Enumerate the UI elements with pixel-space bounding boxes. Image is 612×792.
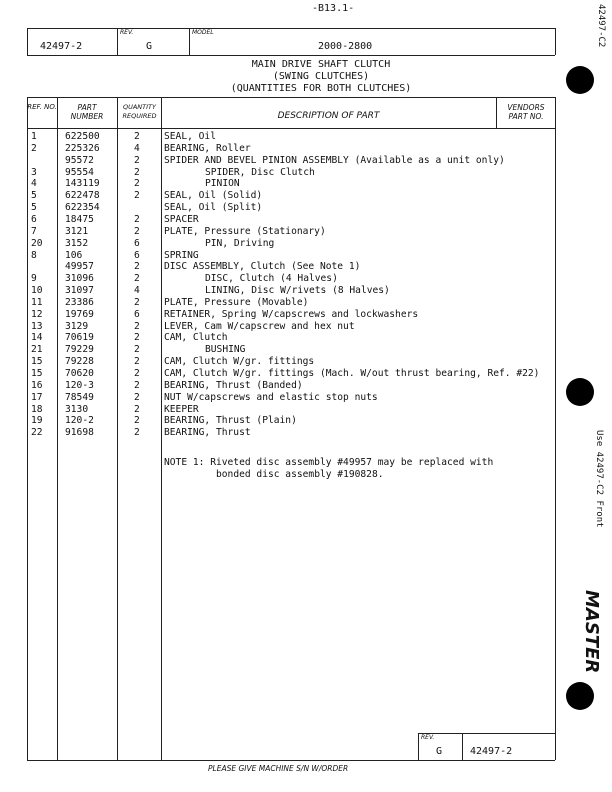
rev-value: G bbox=[146, 41, 153, 52]
quantity-header: QUANTITY REQUIRED bbox=[122, 103, 157, 120]
description: CAM, Clutch W/gr. fittings bbox=[164, 356, 315, 368]
ref-no: 5 bbox=[31, 202, 37, 214]
quantity: 2 bbox=[134, 273, 140, 285]
table-row bbox=[0, 392, 612, 404]
ref-no: 1 bbox=[31, 131, 37, 142]
vendors-header: VENDORS PART NO. bbox=[507, 103, 545, 121]
note-line-2: bonded disc assembly #190828. bbox=[216, 469, 384, 480]
binder-hole-bottom bbox=[566, 682, 594, 710]
part-number: 18475 bbox=[65, 213, 94, 225]
quantity: 6 bbox=[134, 308, 140, 320]
ref-no: 15 bbox=[31, 368, 43, 379]
ref-no: 10 bbox=[31, 285, 43, 297]
description: BEARING, Roller bbox=[164, 142, 251, 154]
table-row bbox=[0, 214, 612, 226]
description: SPIDER AND BEVEL PINION ASSEMBLY (Available as a unit only) bbox=[164, 154, 505, 166]
description: PLATE, Pressure (Movable) bbox=[164, 296, 309, 308]
table-row bbox=[0, 178, 612, 190]
table-row bbox=[0, 297, 612, 309]
ref-no: 20 bbox=[31, 237, 43, 249]
quantity: 4 bbox=[134, 142, 140, 154]
quantity: 2 bbox=[134, 379, 140, 391]
part-number: 225326 bbox=[65, 142, 100, 154]
description: BUSHING bbox=[205, 344, 246, 356]
table-row bbox=[0, 167, 612, 179]
page-number: -B13.1- bbox=[312, 3, 355, 14]
ref-no: 18 bbox=[31, 403, 43, 415]
description: KEEPER bbox=[164, 403, 199, 415]
table-row bbox=[0, 261, 612, 273]
table-row bbox=[0, 190, 612, 202]
quantity: 2 bbox=[134, 368, 140, 379]
ref-no: 6 bbox=[31, 213, 37, 225]
ref-no: 16 bbox=[31, 379, 43, 391]
part-number: 91698 bbox=[65, 427, 94, 439]
ref-no: 19 bbox=[31, 415, 43, 427]
description: SEAL, Oil (Split) bbox=[164, 202, 263, 214]
part-number: 19769 bbox=[65, 308, 94, 320]
quantity: 2 bbox=[134, 166, 140, 178]
rev-label: REV. bbox=[120, 29, 134, 36]
note-line-1: NOTE 1: Riveted disc assembly #49957 may be replaced with bbox=[164, 457, 494, 468]
margin-code: 42497-C2 bbox=[596, 4, 606, 48]
part-number: 49957 bbox=[65, 261, 94, 273]
description: DISC, Clutch (4 Halves) bbox=[205, 273, 338, 285]
part-number: 622500 bbox=[65, 131, 100, 142]
quantity: 2 bbox=[134, 154, 140, 166]
master-stamp: MASTER bbox=[581, 590, 602, 674]
quantity: 2 bbox=[134, 178, 140, 190]
model-label: MODEL bbox=[192, 29, 214, 36]
table-row bbox=[0, 380, 612, 392]
part-number: 622354 bbox=[65, 202, 100, 214]
table-row bbox=[0, 202, 612, 214]
description: DISC ASSEMBLY, Clutch (See Note 1) bbox=[164, 261, 361, 273]
table-row bbox=[0, 250, 612, 262]
table-row bbox=[0, 273, 612, 285]
description: LINING, Disc W/rivets (8 Halves) bbox=[205, 285, 390, 297]
part-number: 3129 bbox=[65, 320, 89, 332]
ref-no: 22 bbox=[31, 427, 43, 439]
part-number: 31097 bbox=[65, 285, 94, 297]
part-number: 78549 bbox=[65, 391, 94, 403]
part-number: 120-2 bbox=[65, 415, 94, 427]
part-number: 3121 bbox=[65, 225, 89, 237]
table-row bbox=[0, 321, 612, 333]
table-row bbox=[0, 131, 612, 143]
ref-no: 7 bbox=[31, 225, 37, 237]
quantity: 2 bbox=[134, 296, 140, 308]
part-number: 3130 bbox=[65, 403, 89, 415]
table-row bbox=[0, 368, 612, 380]
description: SEAL, Oil (Solid) bbox=[164, 190, 263, 202]
description: PINION bbox=[205, 178, 240, 190]
footer-rev-value: G bbox=[436, 746, 443, 757]
part-number-header: PART NUMBER bbox=[70, 103, 104, 121]
quantity: 2 bbox=[134, 427, 140, 439]
description: RETAINER, Spring W/capscrews and lockwashers bbox=[164, 308, 419, 320]
table-row bbox=[0, 332, 612, 344]
title-line-1: MAIN DRIVE SHAFT CLUTCH bbox=[251, 59, 391, 70]
description: PLATE, Pressure (Stationary) bbox=[164, 225, 326, 237]
part-number: 95572 bbox=[65, 154, 94, 166]
description: BEARING, Thrust bbox=[164, 427, 251, 439]
quantity: 2 bbox=[134, 190, 140, 202]
part-number: 70619 bbox=[65, 332, 94, 344]
quantity: 2 bbox=[134, 225, 140, 237]
ref-no: 2 bbox=[31, 142, 37, 154]
table-row bbox=[0, 309, 612, 321]
table-row bbox=[0, 226, 612, 238]
ref-no: 14 bbox=[31, 332, 43, 344]
ref-no: 15 bbox=[31, 356, 43, 368]
description: SEAL, Oil bbox=[164, 131, 216, 142]
footer-instruction: PLEASE GIVE MACHINE S/N W/ORDER bbox=[208, 764, 349, 773]
quantity: 2 bbox=[134, 356, 140, 368]
ref-no-header: REF. NO. bbox=[27, 103, 57, 111]
title-line-2: (SWING CLUTCHES) bbox=[272, 71, 370, 82]
part-number: 3152 bbox=[65, 237, 89, 249]
table-row bbox=[0, 143, 612, 155]
quantity: 4 bbox=[134, 285, 140, 297]
description-header: DESCRIPTION OF PART bbox=[277, 111, 380, 121]
footer-doc-number: 42497-2 bbox=[470, 746, 513, 757]
part-number: 95554 bbox=[65, 166, 94, 178]
table-row bbox=[0, 415, 612, 427]
table-row bbox=[0, 285, 612, 297]
table-row bbox=[0, 238, 612, 250]
quantity: 2 bbox=[134, 391, 140, 403]
quantity: 2 bbox=[134, 213, 140, 225]
part-number: 70620 bbox=[65, 368, 94, 379]
table-row bbox=[0, 427, 612, 439]
ref-no: 9 bbox=[31, 273, 37, 285]
margin-use-note: Use 42497-C2 Front bbox=[594, 430, 604, 528]
part-number: 622478 bbox=[65, 190, 100, 202]
description: CAM, Clutch bbox=[164, 332, 228, 344]
title-line-3: (QUANTITIES FOR BOTH CLUTCHES) bbox=[230, 83, 412, 94]
description: CAM, Clutch W/gr. fittings (Mach. W/out thrust bearing, Ref. #22) bbox=[164, 368, 540, 379]
part-number: 23386 bbox=[65, 296, 94, 308]
ref-no: 13 bbox=[31, 320, 43, 332]
quantity: 2 bbox=[134, 131, 140, 142]
quantity: 2 bbox=[134, 403, 140, 415]
description: SPACER bbox=[164, 213, 199, 225]
quantity: 2 bbox=[134, 261, 140, 273]
quantity: 2 bbox=[134, 320, 140, 332]
ref-no: 4 bbox=[31, 178, 37, 190]
ref-no: 12 bbox=[31, 308, 43, 320]
part-number: 79228 bbox=[65, 356, 94, 368]
ref-no: 11 bbox=[31, 296, 43, 308]
quantity: 2 bbox=[134, 415, 140, 427]
ref-no: 8 bbox=[31, 249, 37, 261]
ref-no: 5 bbox=[31, 190, 37, 202]
quantity: 6 bbox=[134, 249, 140, 261]
part-number: 120-3 bbox=[65, 379, 94, 391]
doc-number: 42497-2 bbox=[40, 41, 83, 52]
description: BEARING, Thrust (Plain) bbox=[164, 415, 297, 427]
description: SPIDER, Disc Clutch bbox=[205, 166, 315, 178]
description: SPRING bbox=[164, 249, 199, 261]
table-row bbox=[0, 404, 612, 416]
quantity: 2 bbox=[134, 344, 140, 356]
description: LEVER, Cam W/capscrew and hex nut bbox=[164, 320, 355, 332]
description: BEARING, Thrust (Banded) bbox=[164, 379, 303, 391]
description: NUT W/capscrews and elastic stop nuts bbox=[164, 391, 378, 403]
ref-no: 3 bbox=[31, 166, 37, 178]
description: PIN, Driving bbox=[205, 237, 275, 249]
part-number: 143119 bbox=[65, 178, 100, 190]
ref-no: 21 bbox=[31, 344, 43, 356]
part-number: 31096 bbox=[65, 273, 94, 285]
table-row bbox=[0, 155, 612, 167]
binder-hole-top bbox=[566, 66, 594, 94]
binder-hole-middle bbox=[566, 378, 594, 406]
model-value: 2000-2800 bbox=[318, 41, 373, 52]
ref-no: 17 bbox=[31, 391, 43, 403]
footer-rev-label: REV. bbox=[421, 734, 435, 741]
quantity: 2 bbox=[134, 332, 140, 344]
part-number: 106 bbox=[65, 249, 83, 261]
part-number: 79229 bbox=[65, 344, 94, 356]
quantity: 6 bbox=[134, 237, 140, 249]
table-row bbox=[0, 344, 612, 356]
table-row bbox=[0, 356, 612, 368]
